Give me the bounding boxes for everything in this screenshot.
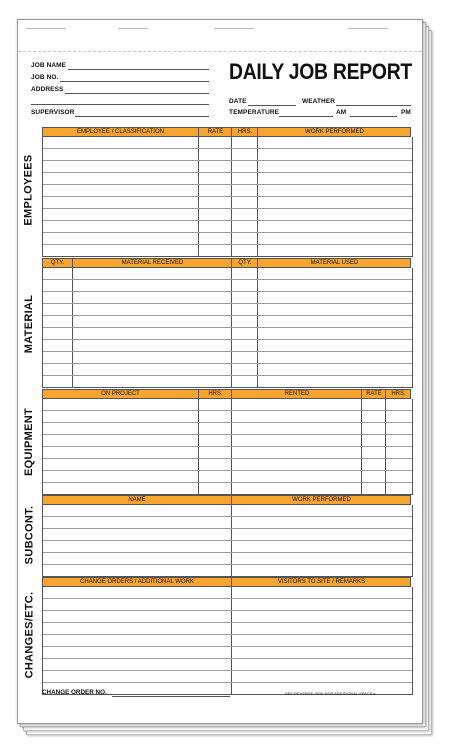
rented-rate-header: RATE [361,390,386,398]
pm-label: PM [401,109,411,116]
binding-tick [118,28,148,29]
perforation-line [18,51,422,52]
temperature-label: TEMPERATURE [229,109,280,116]
subcont-header [42,495,411,505]
subcont-grid[interactable] [42,505,413,577]
changes-grid[interactable] [42,587,413,695]
rate-header: RATE [198,128,232,136]
binding-tick [214,28,254,29]
material-section-label: MATERIAL [23,294,36,354]
change-order-no-field[interactable] [112,696,230,697]
material-used-header: MATERIAL USED [257,259,411,267]
employees-header [42,127,411,137]
binding-tick [26,28,66,29]
equipment-header [42,389,411,399]
weather-label: WEATHER [302,98,336,105]
changes-header [42,577,411,587]
visitors-remarks-header: VISITORS TO SITE / REMARKS [231,578,411,586]
address-label: ADDRESS [31,86,64,93]
change-order-no-label: CHANGE ORDER NO. [42,689,107,696]
employees-section-label: EMPLOYEES [23,154,36,226]
temperature-pm-field[interactable] [350,116,397,117]
page-title: DAILY JOB REPORT [229,59,412,84]
date-label: DATE [229,98,247,105]
am-label: AM [336,109,347,116]
change-orders-header: CHANGE ORDERS / ADDITIONAL WORK [80,579,194,585]
date-field[interactable] [248,105,296,106]
job-name-field[interactable] [68,69,209,70]
qty-used-header: QTY. [231,259,258,267]
subcont-name-header: NAME [128,497,146,503]
material-header [42,258,411,268]
reverse-side-note: SEE REVERSE SIDE FOR ADDITIONAL SPACE ▸ [285,691,376,696]
subcont-work-performed-header: WORK PERFORMED [231,496,411,504]
supervisor-field[interactable] [75,116,209,117]
changes-section-label: CHANGES/ETC. [23,591,35,679]
qty-received-header: QTY. [50,260,65,266]
job-no-field[interactable] [60,81,209,82]
address-field[interactable] [65,93,209,94]
equipment-section-label: EQUIPMENT [23,407,35,477]
job-name-label: JOB NAME [31,62,67,69]
on-project-header: ON PROJECT [101,391,140,397]
equipment-grid[interactable] [42,399,413,495]
equipment-hrs-header: HRS. [198,390,232,398]
weather-field[interactable] [336,105,411,106]
rented-header: RENTED [231,390,362,398]
supervisor-label: SUPERVISOR [31,109,75,116]
address-field-line-2[interactable] [31,104,209,105]
hrs-header: HRS. [231,128,258,136]
rented-hrs-header: HRS. [385,390,411,398]
employee-classification-header: EMPLOYEE / CLASSIFICATION [77,129,164,135]
work-performed-header: WORK PERFORMED [257,128,411,136]
temperature-am-field[interactable] [279,116,333,117]
material-received-header: MATERIAL RECEIVED [72,259,232,267]
job-no-label: JOB NO. [31,74,59,81]
daily-job-report-form [17,19,423,724]
employees-grid[interactable] [42,137,413,257]
material-grid[interactable] [42,268,413,388]
subcont-section-label: SUBCONT. [23,505,35,565]
binding-tick [348,28,388,29]
